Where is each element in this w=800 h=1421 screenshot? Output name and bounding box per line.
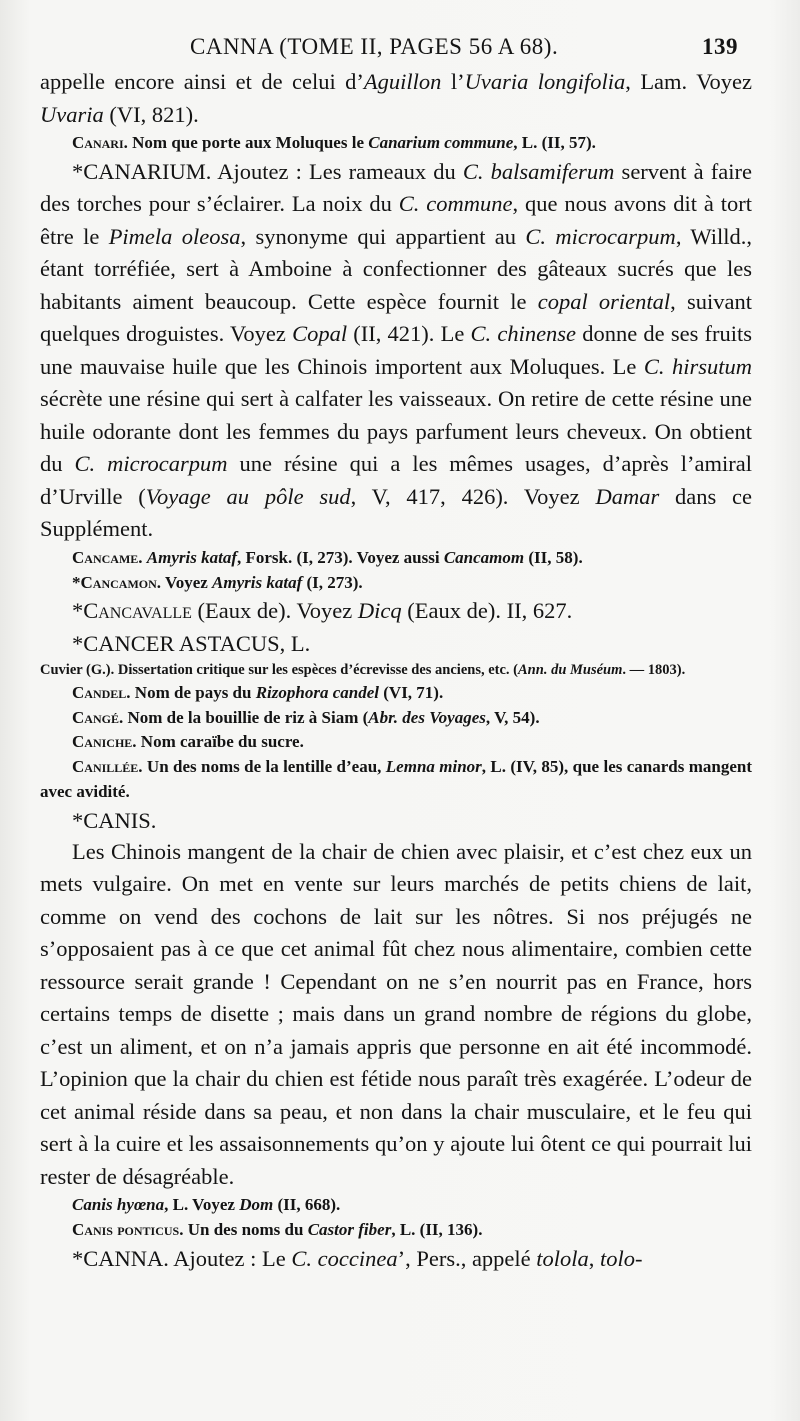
entry-head: Caniche.	[72, 732, 137, 752]
text-span: servent à faire des torches pour s’éclairer. La noix du	[40, 158, 752, 217]
entry-cancamon	[40, 571, 752, 596]
text-span: (VI, 71).	[379, 682, 444, 702]
italic-span: C. microcarpum	[525, 223, 676, 249]
text-span: , L. (II, 57).	[513, 133, 596, 152]
text-span: (II, 58).	[524, 547, 583, 567]
italic-span: Dom	[239, 1195, 274, 1215]
text-span: appelle encore ainsi et de celui d’	[40, 69, 364, 94]
entry-head: *Cancamon.	[72, 572, 162, 592]
italic-span: Ann. du Muséum	[518, 661, 623, 678]
italic-span: Abr. des Voyages	[368, 707, 486, 727]
italic-span: Canis hyœna	[72, 1195, 165, 1215]
text-span: Nom de la bouillie de riz à Siam (	[123, 707, 369, 727]
entry-canarium	[40, 156, 752, 546]
text-span: Nom que porte aux Moluques le	[127, 133, 369, 152]
paragraph-chinois: Les Chinois mangent de la chair de chien avec plaisir, et c’est chez eux un mets vulgaire. On met en vente sur leurs marchés de petits chiens de lait, comme on vend des cochons de lait sur les nôtres. Si nos préjugés ne s’opposaient pas à ce que cet animal fût chez nous alimentaire, combien cette ressource serait grande ! Cependant on ne s’en nourrit pas en France, hors certains temps de disette ; mais dans un grand nombre de régions du globe, c’est un aliment, et on n’a jamais appris que personne en ait été incommodé. L’opinion que la chair du chien est fétide nous paraît très exagérée. L’odeur de cet animal réside dans sa peau, et non dans la chair musculaire, et le feu qui sert à la cuire et les assaisonnements qu’on y ajoute lui ôtent ce qui pourrait lui rester de désagréable.	[40, 838, 752, 1189]
entry-canis-heading: *CANIS.	[72, 807, 157, 833]
italic-span: Cancamom	[443, 547, 525, 567]
text-span: , Willd., étant torréfiée, sert à Amboine à confectionner des gâteaux sucrés que les habitants aiment beaucoup. Cette espèce fournit le	[40, 223, 752, 314]
text-span: , que nous avons dit à tort être le	[40, 191, 752, 249]
text-span: , synonyme qui appartient au	[240, 223, 526, 249]
text-span: dans ce Supplément.	[40, 483, 753, 542]
italic-span: C. coccinea	[291, 1245, 398, 1271]
text-span: , L. (IV, 85), que les canards mangent avec avidité.	[40, 757, 752, 802]
text-span: (Eaux de). Voyez	[191, 598, 358, 624]
italic-span: Castor fiber	[307, 1220, 392, 1240]
text-span: , Lam. Voyez	[625, 69, 753, 94]
text-span: Un des noms du	[183, 1220, 308, 1240]
entry-head: *CANARIUM.	[72, 158, 212, 184]
italic-span: Uvaria	[40, 101, 104, 127]
text-span: , V, 54).	[485, 707, 540, 727]
entry-canna	[40, 1243, 752, 1276]
entry-cancavalle	[40, 595, 752, 628]
italic-span: Lemna minor	[385, 757, 482, 777]
text-span: , Forsk. (I, 273). Voyez aussi	[236, 547, 444, 567]
page-body	[40, 66, 752, 1275]
text-span: l’	[441, 69, 465, 94]
entry-canis-hyaena	[40, 1193, 752, 1218]
text-span: ’, Pers., appelé	[397, 1245, 537, 1271]
italic-span: Amyris kataf	[146, 547, 237, 567]
entry-cange	[40, 706, 752, 731]
entry-candel	[40, 681, 752, 706]
text-span: Nom de pays du	[130, 682, 256, 702]
entry-head: Cangé.	[72, 707, 124, 727]
italic-span: Voyage au pôle sud	[145, 483, 351, 509]
italic-span: tolo-	[600, 1245, 643, 1271]
continued-paragraph	[40, 66, 752, 131]
text-span: Cuvier (G.). Dissertation critique sur les espèces d’écrevisse des anciens, etc. (	[40, 661, 519, 678]
text-span: (Eaux de). II, 627.	[401, 598, 573, 624]
entry-cancer-heading: *CANCER ASTACUS, L.	[72, 630, 311, 656]
entry-head: *Cancavalle	[72, 598, 192, 624]
text-span: . — 1803).	[622, 661, 686, 678]
entry-canari	[40, 131, 752, 156]
entry-canillee	[40, 755, 752, 805]
page-header	[0, 30, 800, 64]
text-span: (I, 273).	[302, 572, 363, 592]
entry-head: Canillée.	[72, 757, 143, 777]
bibliography-cuvier	[40, 659, 752, 681]
text-span: , L. Voyez	[164, 1195, 240, 1215]
text-span: (VI, 821).	[103, 101, 199, 127]
entry-head: Canari.	[72, 133, 128, 152]
italic-span: Damar	[595, 483, 660, 509]
text-span: Ajoutez : Le	[168, 1245, 292, 1271]
italic-span: Canarium commune	[368, 133, 514, 152]
entry-head: Candel.	[72, 682, 131, 702]
italic-span: C. chinense	[470, 321, 577, 347]
text-span: Voyez	[161, 572, 213, 592]
italic-span: Amyris kataf	[212, 572, 303, 592]
italic-span: Dicq	[357, 598, 402, 624]
entry-caniche	[40, 730, 752, 755]
italic-span: tolola	[536, 1245, 589, 1271]
entry-cancame	[40, 546, 752, 571]
italic-span: C. commune	[398, 191, 513, 217]
entry-head: Cancame.	[72, 547, 143, 567]
italic-span: C. balsamiferum	[462, 158, 615, 184]
italic-span: Rizophora candel	[255, 682, 379, 702]
text-span: , V, 417, 426). Voyez	[350, 483, 596, 509]
text-span: sécrète une résine qui sert à calfater les vaisseaux. On retire de cette résine une huile odorante dont les femmes du pays parfument leurs cheveux. On obtient du	[40, 386, 752, 477]
text-span: , suivant quelques droguistes. Voyez	[40, 288, 752, 347]
text-span: Ajoutez : Les rameaux du	[211, 158, 463, 184]
text-span: donne de ses fruits une mauvaise huile que les Chinois importent aux Moluques. Le	[40, 321, 753, 379]
text-span: (II, 668).	[273, 1195, 341, 1215]
entry-head: Canis ponticus.	[72, 1220, 184, 1240]
italic-span: Copal	[292, 321, 348, 347]
text-span: , L. (II, 136).	[391, 1220, 483, 1240]
italic-span: copal oriental	[537, 288, 671, 314]
page-number: 139	[702, 34, 738, 59]
italic-span: Uvaria longifolia	[464, 69, 626, 94]
italic-span: Aguillon	[363, 69, 442, 94]
text-span: (II, 421). Le	[347, 321, 471, 347]
text-span: une résine qui a les mêmes usages, d’après l’amiral d’Urville (	[40, 451, 752, 509]
entry-head: *CANNA.	[72, 1245, 169, 1271]
text-span: Nom caraïbe du sucre.	[136, 732, 304, 752]
text-span: Un des noms de la lentille d’eau,	[142, 757, 386, 777]
running-title: CANNA (TOME II, PAGES 56 A 68).	[190, 34, 559, 59]
italic-span: C. hirsutum	[643, 353, 752, 379]
italic-span: Pimela oleosa	[108, 223, 241, 249]
italic-span: C. microcarpum	[74, 451, 228, 477]
text-span: ,	[588, 1245, 601, 1271]
entry-canis-ponticus	[40, 1218, 752, 1243]
